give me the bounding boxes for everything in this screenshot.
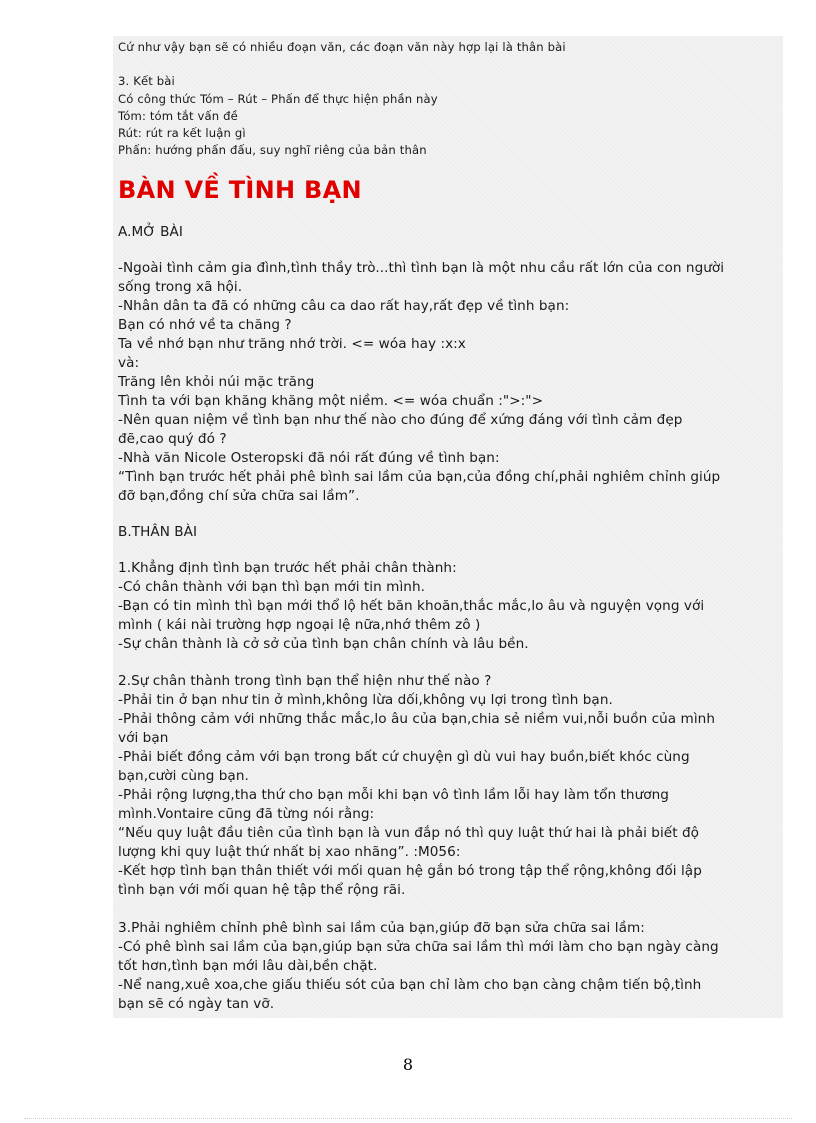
paragraph-line: -Có phê bình sai lầm của bạn,giúp bạn sửa chữa sai lầm thì mới làm cho bạn ngày càng xyxy=(118,939,719,955)
paragraph-line: sống trong xã hội. xyxy=(118,279,243,295)
quote-line: “Tình bạn trước hết phải phê bình sai lầm của bạn,của đồng chí,phải nghiêm chỉnh giúp xyxy=(118,469,721,485)
subsection-heading: 2.Sự chân thành trong tình bạn thể hiện như thế nào ? xyxy=(118,673,492,689)
paragraph-line: Cứ như vậy bạn sẽ có nhiều đoạn văn, các đoạn văn này hợp lại là thân bài xyxy=(118,40,566,54)
paragraph-line: Ta về nhớ bạn như trăng nhớ trời. <= wóa hay :x:x xyxy=(118,336,466,352)
paragraph-line: bạn sẽ có ngày tan vỡ. xyxy=(118,996,275,1012)
section-heading: B.THÂN BÀI xyxy=(118,524,198,540)
section-heading: A.MỞ BÀI xyxy=(118,224,183,240)
paragraph-line: Tình ta với bạn khăng khăng một niềm. <= wóa chuẩn :">:"> xyxy=(118,393,544,409)
paragraph-line: mình.Vontaire cũng đã từng nói rằng: xyxy=(118,806,375,822)
paragraph-line: Trăng lên khỏi núi mặc trăng xyxy=(118,374,315,390)
paragraph-line: Bạn có nhớ về ta chăng ? xyxy=(118,317,292,333)
paragraph-line: -Ngoài tình cảm gia đình,tình thầy trò...thì tình bạn là một nhu cầu rất lớn của con người xyxy=(118,260,725,276)
paragraph-line: Có công thức Tóm – Rút – Phấn để thực hiện phần này xyxy=(118,92,438,106)
paragraph-line: tình bạn với mối quan hệ tập thể rộng rãi. xyxy=(118,882,406,898)
paragraph-line: Phấn: hướng phấn đấu, suy nghĩ riêng của bản thân xyxy=(118,143,427,157)
text-block xyxy=(113,36,783,1018)
paragraph-line: -Sự chân thành là cở sở của tình bạn chân chính và lâu bền. xyxy=(118,636,529,652)
paragraph-line: -Kết hợp tình bạn thân thiết với mối quan hệ gắn bó trong tập thể rộng,không đối lập xyxy=(118,863,702,879)
paragraph-line: -Phải biết đồng cảm với bạn trong bất cứ chuyện gì dù vui hay buồn,biết khóc cùng xyxy=(118,749,690,765)
paragraph-line: và: xyxy=(118,355,140,371)
subsection-heading: 3.Phải nghiêm chỉnh phê bình sai lầm của bạn,giúp đỡ bạn sửa chữa sai lầm: xyxy=(118,920,645,936)
paragraph-line: -Nể nang,xuê xoa,che giấu thiếu sót của bạn chỉ làm cho bạn càng chậm tiến bộ,tình xyxy=(118,977,702,993)
quote-line: đỡ bạn,đồng chí sửa chữa sai lầm”. xyxy=(118,488,360,504)
paragraph-line: Rút: rút ra kết luận gì xyxy=(118,126,246,140)
paragraph-line: tốt hơn,tình bạn mới lâu dài,bền chặt. xyxy=(118,958,378,974)
paragraph-line: -Nhà văn Nicole Osteropski đã nói rất đúng về tình bạn: xyxy=(118,450,500,466)
paragraph-line: -Phải thông cảm với những thắc mắc,lo âu của bạn,chia sẻ niềm vui,nỗi buồn của mình xyxy=(118,711,715,727)
quote-line: lượng khi quy luật thứ nhất bị xao nhãng”. :M056: xyxy=(118,844,461,860)
paragraph-line: -Phải tin ở bạn như tin ở mình,không lừa dối,không vụ lợi trong tình bạn. xyxy=(118,692,613,708)
section-heading: 3. Kết bài xyxy=(118,74,175,88)
paragraph-line: -Nhân dân ta đã có những câu ca dao rất hay,rất đẹp về tình bạn: xyxy=(118,298,570,314)
subsection-heading: 1.Khẳng định tình bạn trước hết phải chân thành: xyxy=(118,560,457,576)
essay-title: BÀN VỀ TÌNH BẠN xyxy=(118,176,362,204)
paragraph-line: -Có chân thành với bạn thì bạn mới tin mình. xyxy=(118,579,425,595)
page-bottom-divider xyxy=(24,1118,792,1119)
paragraph-line: bạn,cười cùng bạn. xyxy=(118,768,249,784)
paragraph-line: đẽ,cao quý đó ? xyxy=(118,431,227,447)
paragraph-line: -Nên quan niệm về tình bạn như thế nào cho đúng để xứng đáng với tình cảm đẹp xyxy=(118,412,683,428)
quote-line: “Nếu quy luật đầu tiên của tình bạn là vun đắp nó thì quy luật thứ hai là phải biết độ xyxy=(118,825,699,841)
paragraph-line: -Phải rộng lượng,tha thứ cho bạn mỗi khi bạn vô tình lầm lỗi hay làm tổn thương xyxy=(118,787,669,803)
paragraph-line: với bạn xyxy=(118,730,169,746)
paragraph-line: Tóm: tóm tắt vấn đề xyxy=(118,109,238,123)
paragraph-line: mình ( kái nài trường hợp ngoại lệ nữa,nhớ thêm zô ) xyxy=(118,617,481,633)
paragraph-line: -Bạn có tin mình thì bạn mới thổ lộ hết băn khoăn,thắc mắc,lo âu và nguyện vọng với xyxy=(118,598,705,614)
page-number: 8 xyxy=(402,1055,414,1074)
